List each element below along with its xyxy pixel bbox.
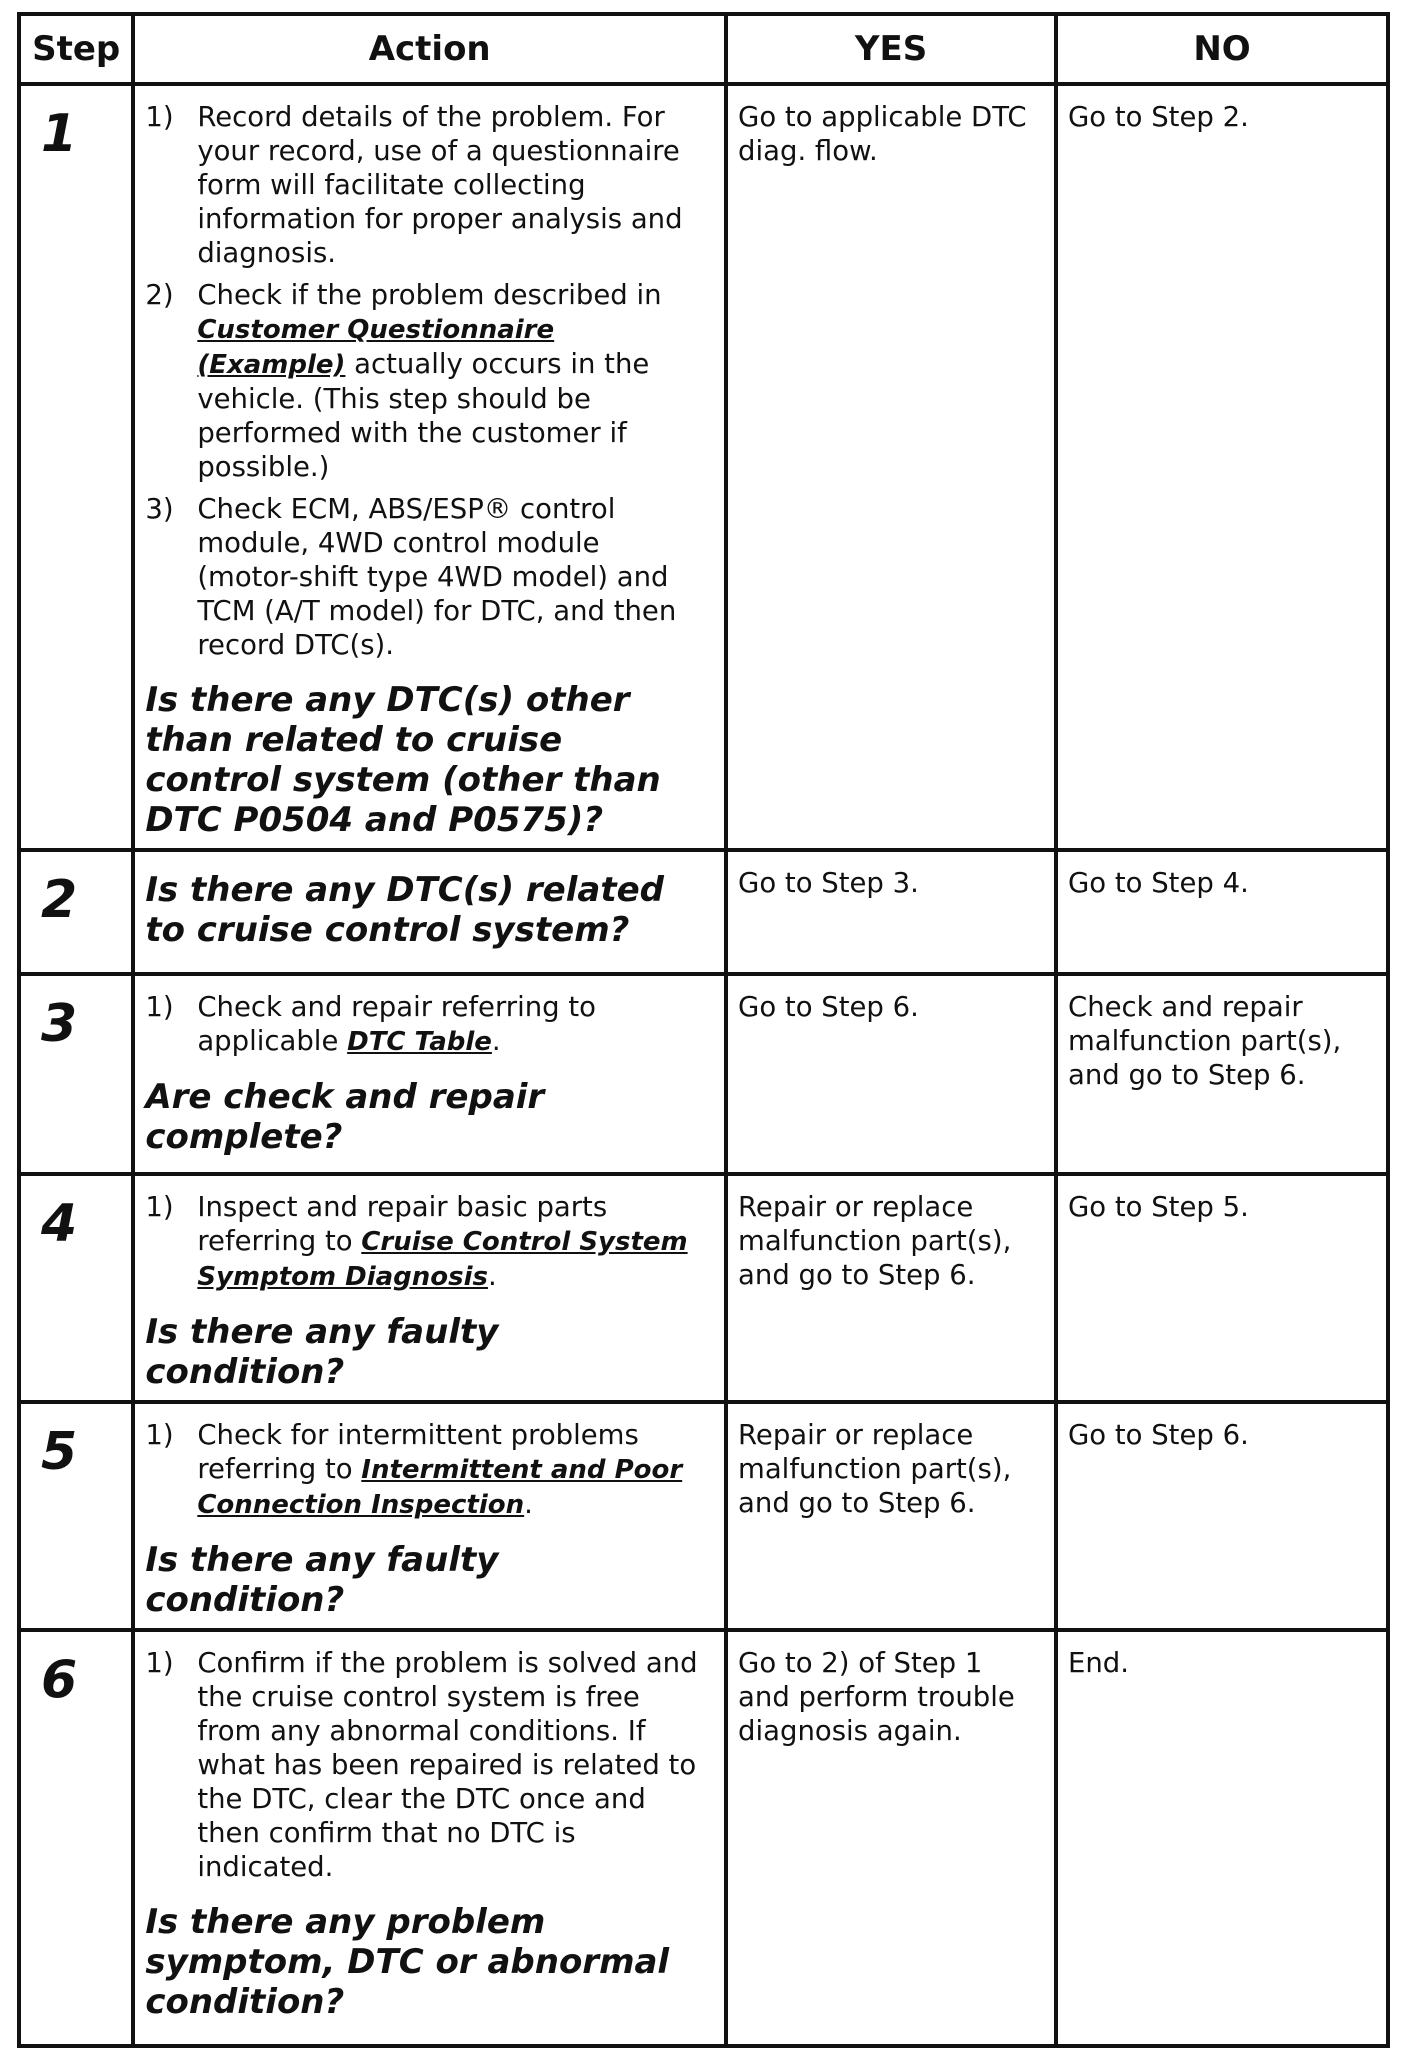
step-number: 4: [19, 1174, 133, 1402]
list-item: [145, 1418, 706, 1522]
step-row-5: [19, 1402, 1388, 1630]
item-text: Check ECM, ABS/ESP® control module, 4WD control module (motor-shift type 4WD model) and TCM (A/T model) for DTC, and then record DTC(s).: [197, 493, 677, 661]
yes-cell: Repair or replace malfunction part(s), and go to Step 6.: [726, 1174, 1056, 1402]
item-text: Record details of the problem. For your record, use of a questionnaire form will facilitate collecting information for proper analysis and diagnosis.: [197, 101, 683, 269]
list-item: [145, 492, 706, 662]
intermittent-poor-connection-link[interactable]: Intermittent and Poor Connection Inspection: [197, 1455, 683, 1520]
item-number: 1): [145, 101, 174, 133]
step-question: Are check and repair complete?: [145, 1077, 545, 1157]
cruise-control-symptom-diagnosis-link[interactable]: Cruise Control System Symptom Diagnosis: [197, 1227, 688, 1292]
step-number: 3: [19, 974, 133, 1174]
yes-cell: Go to Step 6.: [726, 974, 1056, 1174]
step-row-1: [19, 84, 1388, 850]
no-cell: Check and repair malfunction part(s), and go to Step 6.: [1056, 974, 1388, 1174]
list-item: [145, 1190, 706, 1294]
action-list: [145, 1418, 706, 1522]
item-text: Confirm if the problem is solved and the cruise control system is free from any abnormal conditions. If what has been repaired is related to the DTC, clear the DTC once and then confirm that no DTC is indicated.: [197, 1647, 698, 1883]
list-item: [145, 278, 706, 484]
item-text-pre: Check if the problem described in: [197, 279, 662, 311]
item-number: 2): [145, 279, 174, 311]
item-text-post: .: [491, 1025, 501, 1057]
item-number: 1): [145, 1419, 174, 1451]
yes-cell: Go to 2) of Step 1 and perform trouble diagnosis again.: [726, 1630, 1056, 2046]
yes-cell: Go to Step 3.: [726, 850, 1056, 974]
item-text-post: .: [524, 1488, 533, 1520]
step-row-6: [19, 1630, 1388, 2046]
no-cell: Go to Step 2.: [1056, 84, 1388, 850]
item-number: 1): [145, 1191, 174, 1223]
diagnosis-table: [17, 12, 1390, 2048]
no-cell: Go to Step 6.: [1056, 1402, 1388, 1630]
step-question: Is there any DTC(s) related to cruise control system?: [145, 870, 664, 950]
action-cell: [133, 974, 726, 1174]
action-list: [145, 100, 706, 662]
no-cell: Go to Step 5.: [1056, 1174, 1388, 1402]
action-list: [145, 1190, 706, 1294]
step-question: Is there any DTC(s) other than related to cruise control system (other than DTC P0504 and P0575)?: [145, 680, 661, 840]
action-cell: [133, 1402, 726, 1630]
header-step: Step: [19, 14, 133, 84]
action-cell: [133, 1630, 726, 2046]
action-list: [145, 1646, 706, 1884]
step-question: Is there any problem symptom, DTC or abnormal condition?: [145, 1902, 670, 2022]
step-number: 1: [19, 84, 133, 850]
step-row-3: [19, 974, 1388, 1174]
header-action: Action: [133, 14, 726, 84]
list-item: [145, 990, 706, 1059]
item-text: [197, 278, 706, 484]
step-row-2: [19, 850, 1388, 974]
item-number: 1): [145, 1647, 174, 1679]
yes-cell: Repair or replace malfunction part(s), and go to Step 6.: [726, 1402, 1056, 1630]
action-cell: [133, 1174, 726, 1402]
no-cell: Go to Step 4.: [1056, 850, 1388, 974]
dtc-table-link[interactable]: DTC Table: [347, 1027, 492, 1057]
item-text: [197, 1418, 706, 1522]
step-number: 5: [19, 1402, 133, 1630]
step-row-4: [19, 1174, 1388, 1402]
header-yes: YES: [726, 14, 1056, 84]
action-cell: [133, 84, 726, 850]
item-number: 1): [145, 991, 174, 1023]
item-text-post: actually occurs in the vehicle. (This step should be performed with the customer if possible.): [197, 348, 650, 483]
step-number: 2: [19, 850, 133, 974]
item-text: [197, 990, 706, 1059]
item-text-post: .: [488, 1260, 497, 1292]
step-question: Is there any faulty condition?: [145, 1540, 499, 1620]
action-cell: [133, 850, 726, 974]
no-cell: End.: [1056, 1630, 1388, 2046]
yes-cell: Go to applicable DTC diag. flow.: [726, 84, 1056, 850]
item-number: 3): [145, 493, 174, 525]
list-item: [145, 100, 706, 270]
action-list: [145, 990, 706, 1059]
item-text-pre: Check and repair referring to applicable: [197, 991, 596, 1057]
header-row: [19, 14, 1388, 84]
customer-questionnaire-link[interactable]: Customer Questionnaire (Example): [197, 315, 555, 380]
header-no: NO: [1056, 14, 1388, 84]
item-text: [197, 1190, 706, 1294]
step-question: Is there any faulty condition?: [145, 1312, 499, 1392]
step-number: 6: [19, 1630, 133, 2046]
list-item: [145, 1646, 706, 1884]
item-text-pre: Inspect and repair basic parts referring to: [197, 1191, 608, 1257]
item-text-pre: Check for intermittent problems referring to: [197, 1419, 639, 1485]
